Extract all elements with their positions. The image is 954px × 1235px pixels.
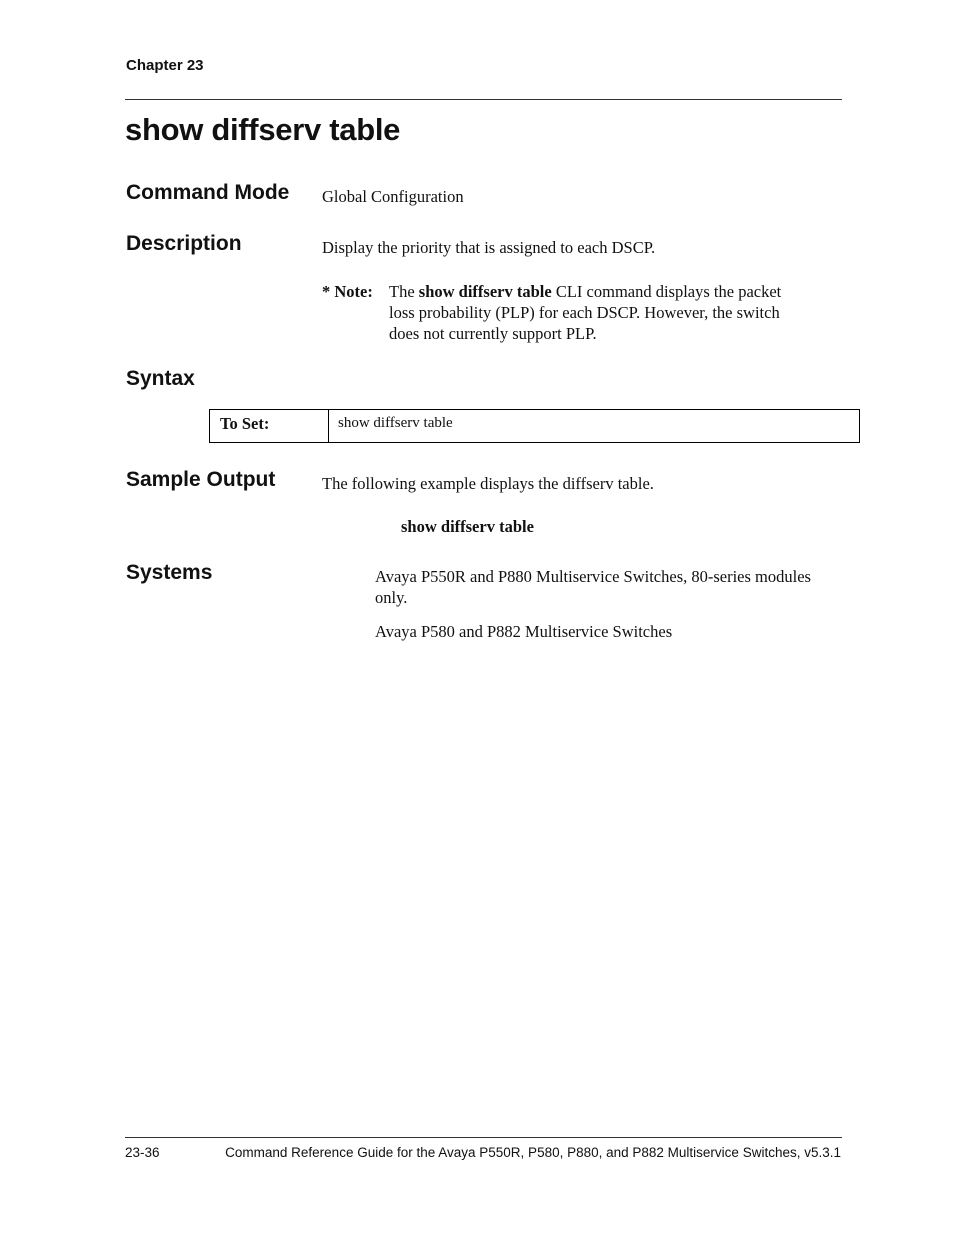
header-divider (125, 99, 842, 100)
note-command: show diffserv table (418, 282, 552, 301)
page-title: show diffserv table (125, 112, 401, 147)
syntax-heading: Syntax (126, 367, 195, 390)
command-mode-heading: Command Mode (126, 181, 290, 204)
footer-divider (125, 1137, 842, 1138)
chapter-label: Chapter 23 (126, 57, 204, 74)
footer-guide-title: Command Reference Guide for the Avaya P550R, P580, P880, and P882 Multiservice Switches, v5.3.1 (225, 1145, 841, 1160)
note-prefix: The (389, 282, 419, 301)
systems-heading: Systems (126, 561, 213, 584)
note-label: * Note: (322, 282, 373, 301)
syntax-table (209, 409, 860, 443)
note-body: CLI command displays the packet loss probability (PLP) for each DSCP. However, the switch does not currently support PLP. (389, 282, 782, 343)
systems-item: Avaya P550R and P880 Multiservice Switches, 80-series modules only. (375, 567, 811, 607)
description-heading: Description (126, 232, 242, 255)
syntax-command: show diffserv table (338, 415, 453, 431)
description-text: Display the priority that is assigned to each DSCP. (322, 238, 656, 257)
page-number: 23-36 (125, 1145, 160, 1160)
sample-output-heading: Sample Output (126, 468, 276, 491)
sample-output-intro: The following example displays the diffserv table. (322, 474, 654, 493)
syntax-row-label: To Set: (210, 410, 329, 442)
note-text (389, 281, 809, 344)
systems-item: Avaya P580 and P882 Multiservice Switches (375, 622, 673, 641)
command-mode-value: Global Configuration (322, 187, 464, 206)
sample-output-command: show diffserv table (401, 517, 534, 536)
